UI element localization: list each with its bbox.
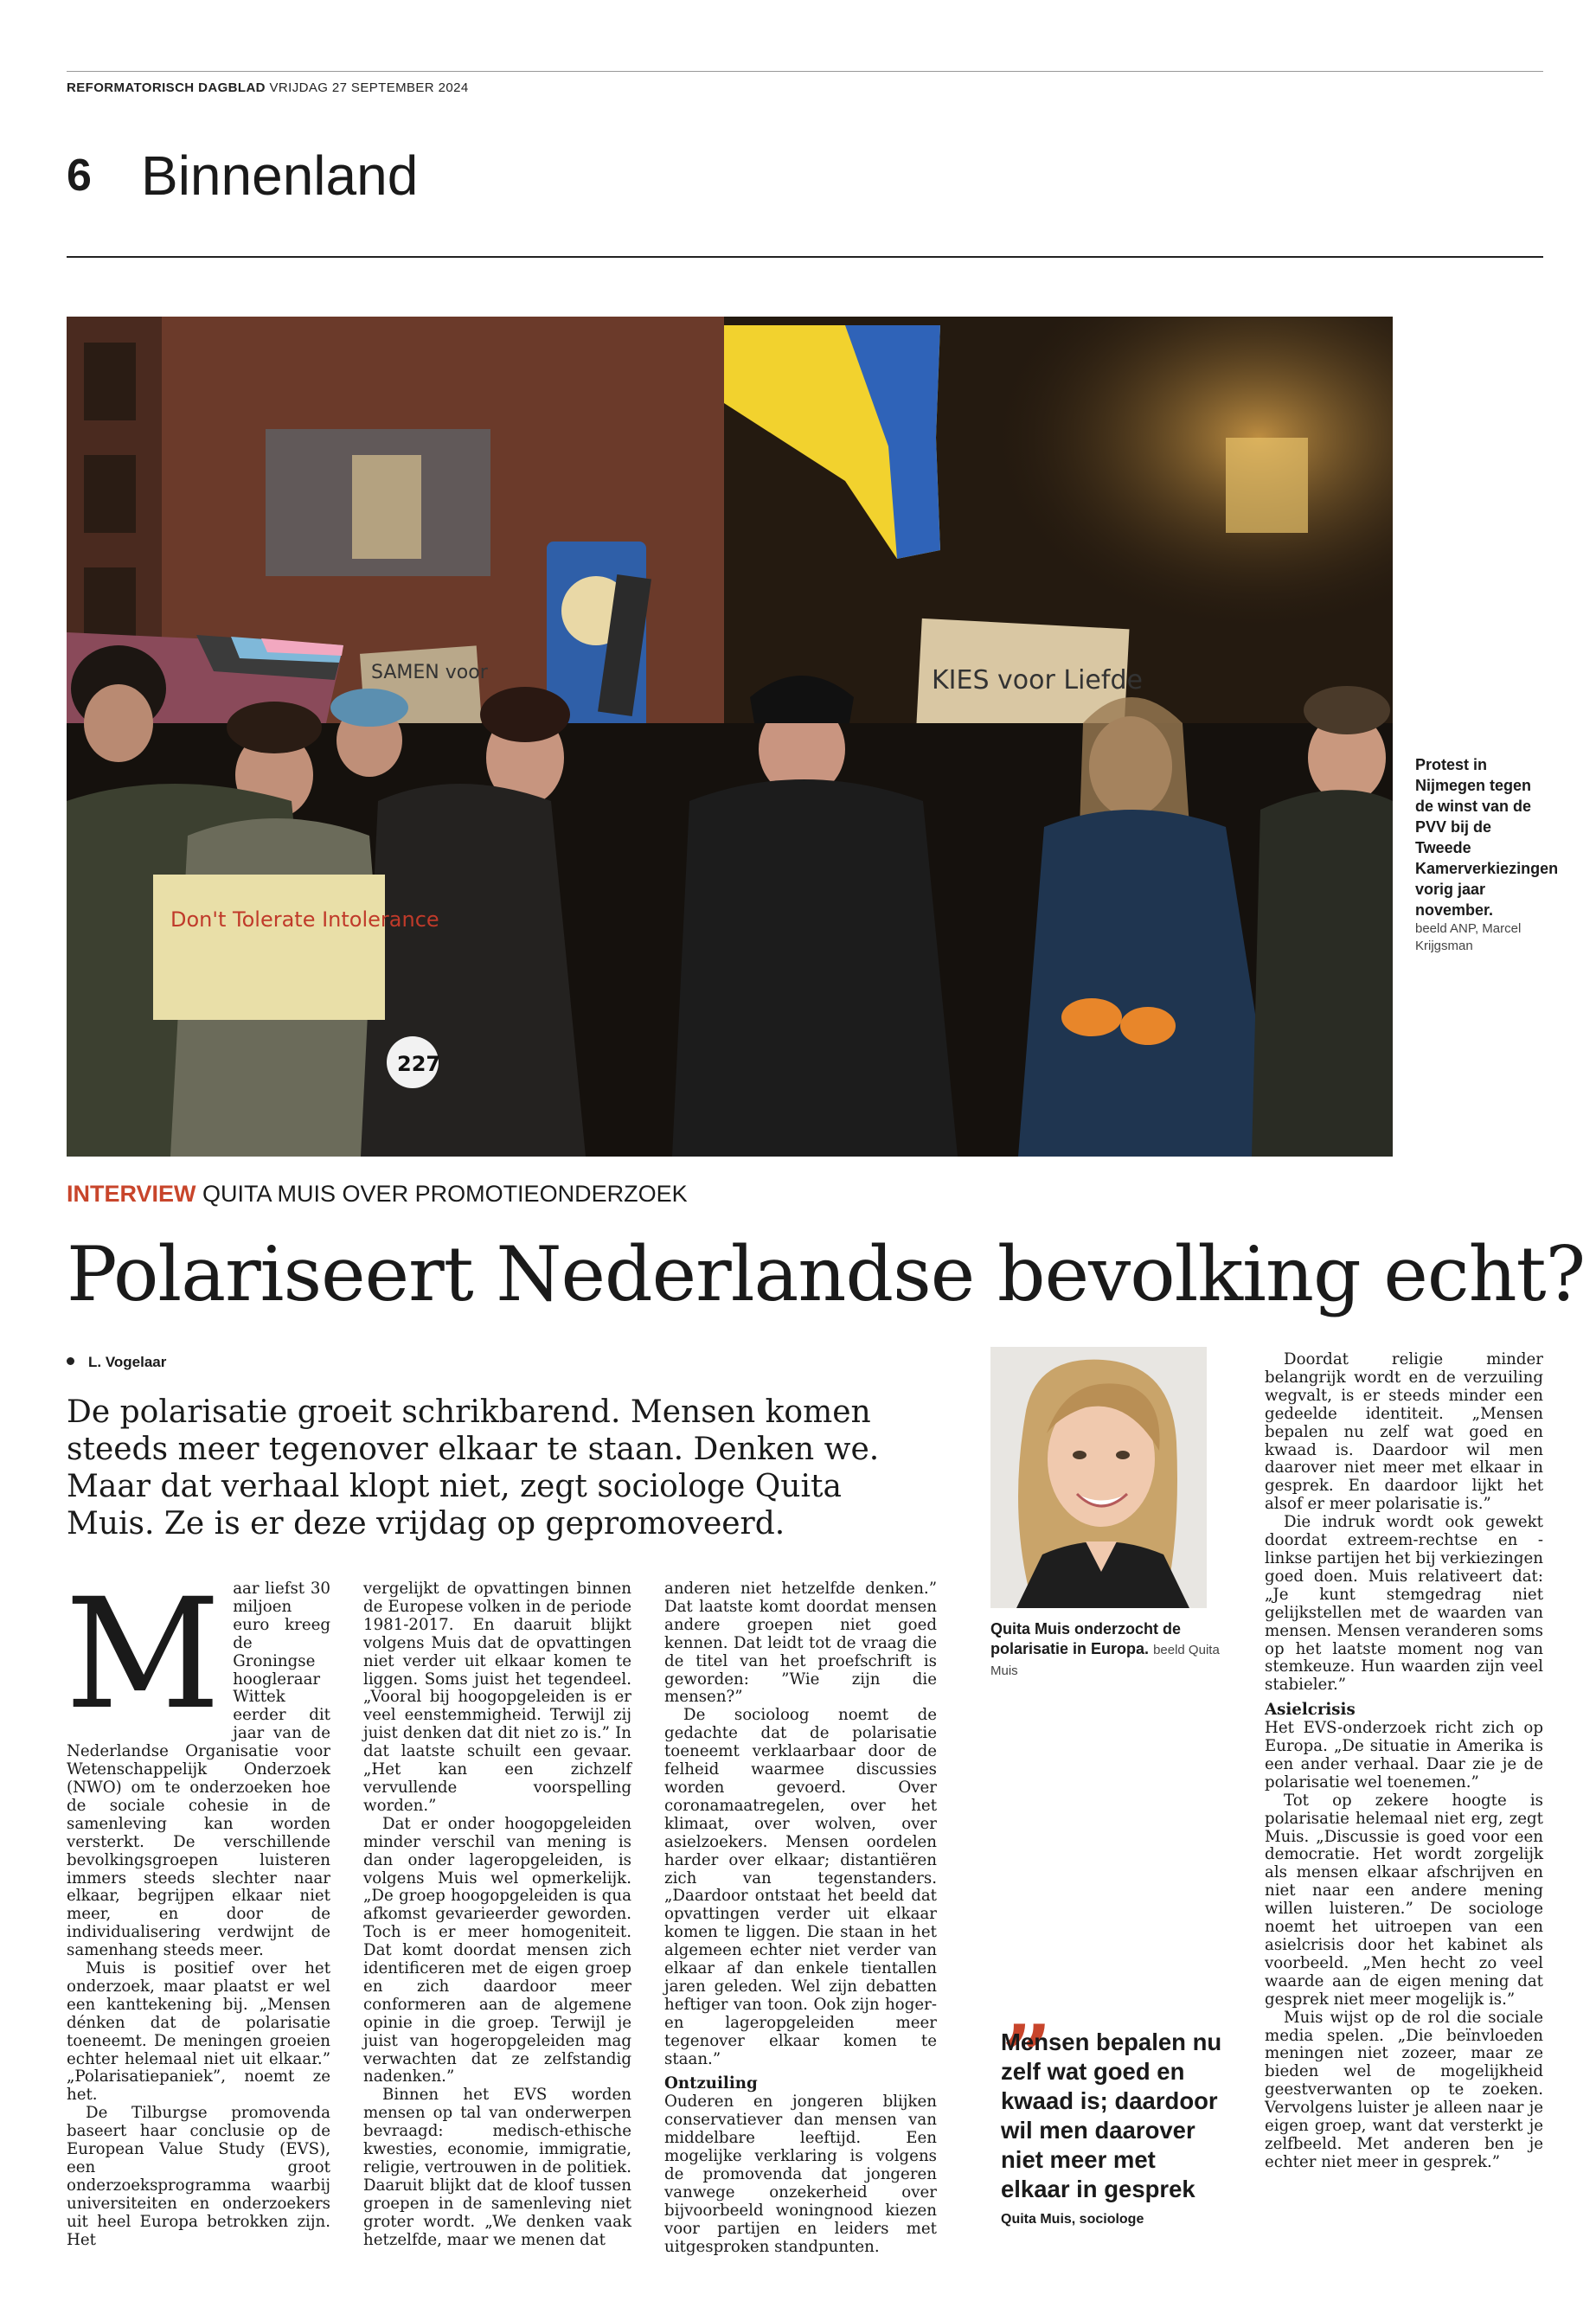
drop-cap: M xyxy=(65,1566,221,1743)
intro: De polarisatie groeit schrikbarend. Mensen komen steeds meer tegenover elkaar te staan. Denken we. Maar dat verhaal klopt niet, zegt sociologe Quita Muis. Ze is er deze vrijdag op gepromoveerd. xyxy=(67,1394,880,1541)
page-number: 6 xyxy=(67,151,92,201)
article-column-2 xyxy=(363,1580,631,2250)
portrait-caption xyxy=(990,1619,1220,1681)
paragraph: Ouderen en jongeren blijken conservatiever dan mensen van middelbare leeftijd. Een mogelijke verklaring is volgens de promovenda dat jongeren vanwege onzekerheid over bijvoorbeeld woningnood kiezen voor partijen en leiders met uitgesproken standpunten. xyxy=(664,2093,937,2256)
paragraph: Het EVS-onderzoek richt zich op Europa. „De situatie in Amerika is een ander verhaal. Daar zie je de polarisatie wel toenemen.” xyxy=(1265,1719,1543,1791)
article-column-4 xyxy=(1265,1351,1543,2172)
byline-bullet-icon xyxy=(67,1357,74,1365)
pull-quote-attribution: Quita Muis, sociologe xyxy=(1001,2212,1144,2227)
protest-photo xyxy=(67,317,1393,1157)
portrait-photo xyxy=(990,1347,1207,1608)
portrait-caption-text: Quita Muis onderzocht de polarisatie in Europa. xyxy=(990,1620,1182,1657)
headline: Polariseert Nederlandse bevolking echt? xyxy=(67,1230,1586,1318)
pull-quote: Mensen bepalen nu zelf wat goed en kwaad is; daardoor wil men daarover niet meer met elkaar in gesprek xyxy=(1001,2029,1222,2202)
paragraph: anderen niet hetzelfde denken.” Dat laatste komt doordat mensen andere groepen niet goed kennen. Dat leidt tot de vraag die de titel van het proefschrift is geworden: ”Wie zijn die mensen?” xyxy=(664,1580,937,1707)
photo-credit: beeld ANP, Marcel Krijgsman xyxy=(1415,921,1522,953)
masthead-date: VRIJDAG 27 SEPTEMBER 2024 xyxy=(269,80,469,95)
paragraph: Doordat religie minder belangrijk wordt en de verzuiling wegvalt, is er steeds minder een gedeelde identiteit. „Mensen bepalen nu zelf wat goed en kwaad is. Daardoor wil men daarover niet meer met elkaar in gesprek. En daardoor lijkt het alsof er meer polarisatie is.” xyxy=(1265,1350,1543,1514)
byline xyxy=(67,1354,166,1371)
masthead xyxy=(67,80,469,95)
paragraph: Tot op zekere hoogte is polarisatie helemaal niet erg, zegt Muis. „Discussie is goed voor een democratie. Het wordt zorgelijk als mensen elkaar afschrijven en niet naar een andere mening willen luisteren.” De sociologe noemt het uitroepen van een asielcrisis door het kabinet als voorbeeld. „Men hecht zo veel waarde aan de eigen mening dat gesprek niet meer mogelijk is.” xyxy=(1265,1791,1543,2009)
section-rule xyxy=(67,256,1543,258)
paragraph: Muis wijst op de rol die sociale media spelen. „Die beïnvloeden meningen niet zozeer, maar ze bieden wel de mogelijkheid geestverwanten op te zoeken. Vervolgens luister je alleen naar je eigen groep, want dat versterkt je zelfbeeld. Met anderen ben je echter niet meer in gesprek.” xyxy=(1265,2008,1543,2171)
article-column-3 xyxy=(664,1580,937,2257)
paragraph: De socioloog noemt de gedachte dat de polarisatie toeneemt verklaarbaar door de felheid waarmee discussies worden gevoerd. Over coronamaatregelen, over het klimaat, over wolven, over asielzoekers. Mensen oordelen harder over elkaar; distantiëren zich van tegenstanders. „Daardoor ontstaat het beeld dat opvattingen verder uit elkaar komen te liggen. Die staan in het algemeen echter niet verder van elkaar af dan enkele tientallen jaren geleden. Wel zijn debatten heftiger van toon. Ook zijn hoger- en lageropgeleiden meer tegenover elkaar komen te staan.” xyxy=(664,1706,937,2068)
paragraph: Muis is positief over het onderzoek, maar plaatst er wel een kanttekening bij. „Mensen dénken dat de polarisatie toeneemt. De meningen groeien echter helemaal niet uit elkaar.” „Polarisatiepaniek”, noemt ze het. xyxy=(67,1959,330,2105)
kicker-text: QUITA MUIS OVER PROMOTIEONDERZOEK xyxy=(202,1181,688,1207)
paragraph: Dat er onder hoogopgeleiden minder verschil van mening is dan onder lageropgeleiden, is volgens Muis wel opmerkelijk. „De groep hoogopgeleiden is qua afkomst gevarieerder geworden. Toch is er meer homogeniteit. Dat komt doordat mensen zich identificeren met de eigen groep en zich daardoor meer conformeren aan de algemene opinie in die groep. Terwijl je juist van hogeropgeleiden mag verwachten dat ze zelfstandig nadenken.” xyxy=(363,1814,631,2086)
svg-text:227: 227 xyxy=(397,1052,441,1076)
sign-dont-tolerate: Don't Tolerate Intolerance xyxy=(170,907,439,932)
paragraph: De Tilburgse promovenda baseert haar conclusie op de European Value Study (EVS), een groot onderzoeksprogramma waarbij universiteiten en onderzoekers uit heel Europa betrokken zijn. Het xyxy=(67,2104,330,2249)
kicker xyxy=(67,1181,688,1208)
paragraph: vergelijkt de opvattingen binnen de Europese volken in de periode 1981-2017. En daaruit blijkt volgens Muis dat de opvattingen niet verder uit elkaar komen te liggen. Soms juist het tegendeel. „Vooral bij hoogopgeleiden is er veel eenstemmigheid. Terwijl zij juist denken dat dit niet zo is.” In dat laatste schuilt een gevaar. „Het kan een zichzelf vervullende voorspelling worden.” xyxy=(363,1580,631,1815)
portrait-credit: beeld Quita Muis xyxy=(990,1643,1220,1678)
subheading: Ontzuiling xyxy=(664,2074,758,2093)
paragraph: Binnen het EVS worden mensen op tal van onderwerpen bevraagd: medisch-ethische kwesties, economie, immigratie, religie, vertrouwen in de politiek. Daaruit blijkt dat de kloof tussen groepen in de samenleving niet groter wordt. „We denken vaak hetzelfde, maar we menen dat xyxy=(363,2086,631,2249)
subheading: Asielcrisis xyxy=(1265,1701,1356,1720)
paragraph: Die indruk wordt ook gewekt doordat extreem-rechtse en -linkse partijen het bij verkiezingen goed doen. Muis relativeert dat: „Je kunt stemgedrag niet gelijkstellen met de waarden van mensen. Mensen veranderen soms op het laatste moment nog van stemkeuze. Hun waarden zijn veel stabieler.” xyxy=(1265,1513,1543,1695)
byline-author: L. Vogelaar xyxy=(88,1354,167,1370)
kicker-label: INTERVIEW xyxy=(67,1181,196,1207)
masthead-paper: REFORMATORISCH DAGBLAD xyxy=(67,80,266,95)
paragraph: aar liefst 30 miljoen euro kreeg de Groningse hoogleraar Wittek eerder dit jaar van de Nederlandse Organisatie voor Wetenschappelijk Onderzoek (NWO) om te onderzoeken hoe de sociale cohesie in de samenleving kan worden versterkt. De verschillende bevolkingsgroepen luisteren immers steeds slechter naar elkaar, begrijpen elkaar niet meer, en door de individualisering verdwijnt de samenhang steeds meer. xyxy=(67,1580,330,1960)
top-rule xyxy=(67,71,1543,72)
photo-caption-text: Protest in Nijmegen tegen de winst van de PVV bij de Tweede Kamerverkiezingen vorig jaar november. xyxy=(1415,756,1559,919)
section-title: Binnenland xyxy=(141,144,419,207)
article-column-1 xyxy=(65,1566,330,2250)
sign-samen: SAMEN voor xyxy=(371,662,488,683)
sign-kies: KIES voor Liefde xyxy=(932,665,1143,695)
photo-caption xyxy=(1415,754,1559,955)
quote-mark-icon: „ xyxy=(1003,1956,1054,2058)
